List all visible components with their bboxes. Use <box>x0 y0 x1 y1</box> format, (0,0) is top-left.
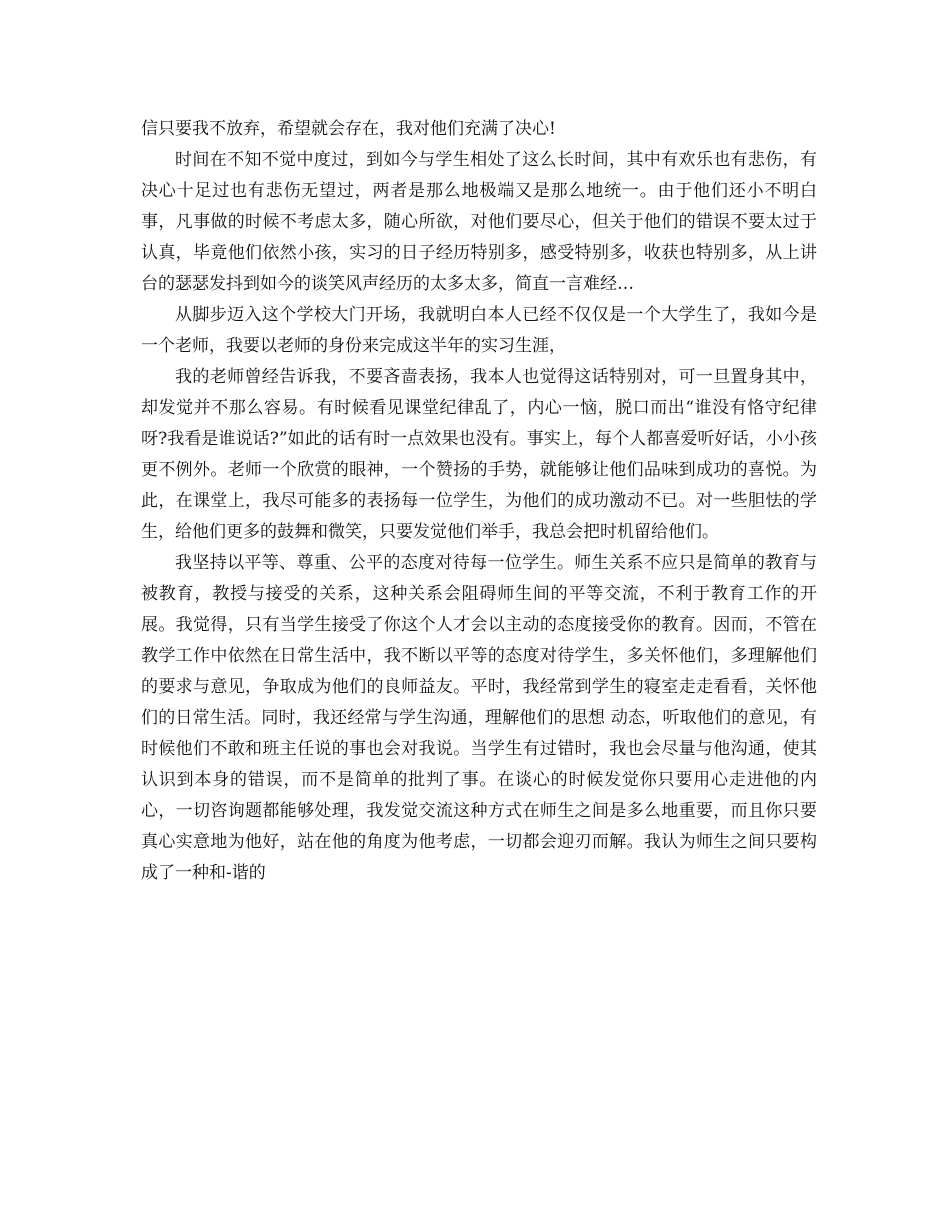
paragraph-praise: 我的老师曾经告诉我，不要吝啬表扬，我本人也觉得这话特别对，可一旦置身其中，却发觉并不那么容易。有时候看见课堂纪律乱了，内心一恼，脱口而出“谁没有恪守纪律呀?我看是谁说话?”如此的话有时一点效果也没有。事实上，每个人都喜爱听好话，小小孩更不例外。老师一个欣赏的眼神，一个赞扬的手势，就能够让他们品味到成功的喜悦。为此，在课堂上，我尽可能多的表扬每一位学生，为他们的成功激动不已。对一些胆怯的学生，给他们更多的鼓舞和微笑，只要发觉他们举手，我总会把时机留给他们。 <box>141 367 817 542</box>
body-text <box>141 114 817 889</box>
paragraph-continuation: 信只要我不放弃，希望就会存在，我对他们充满了决心! <box>141 119 556 139</box>
paragraph-equality: 我坚持以平等、尊重、公平的态度对待每一位学生。师生关系不应只是简单的教育与被教育，教授与接受的关系，这种关系会阻碍师生间的平等交流，不利于教育工作的开展。我觉得，只有当学生接受了你这个人才会以主动的态度接受你的教育。因而，不管在教学工作中依然在日常生活中，我不断以平等的态度对待学生，多关怀他们，多理解他们的要求与意见，争取成为他们的良师益友。平时，我经常到学生的寝室走走看看，关怀他们的日常生活。同时，我还经常与学生沟通，理解他们的思想 动态，听取他们的意见，有时候他们不敢和班主任说的事也会对我说。当学生有过错时，我也会尽量与他沟通，使其认识到本身的错误，而不是简单的批判了事。在谈心的时候发觉你只要用心走进他的内心，一切咨询题都能够处理，我发觉交流这种方式在师生之间是多么地重要，而且你只要真心实意地为他好，站在他的角度为他考虑，一切都会迎刃而解。我认为师生之间只要构成了一种和-谐的 <box>141 553 817 883</box>
paragraph-entering-school: 从脚步迈入这个学校大门开场，我就明白本人已经不仅仅是一个大学生了，我如今是一个老师，我要以老师的身份来完成这半年的实习生涯， <box>141 305 817 356</box>
paragraph-time-passing: 时间在不知不觉中度过，到如今与学生相处了这么长时间，其中有欢乐也有悲伤，有决心十足过也有悲伤无望过，两者是那么地极端又是那么地统一。由于他们还小不明白事，凡事做的时候不考虑太多，随心所欲，对他们要尽心，但关于他们的错误不要太过于认真，毕竟他们依然小孩，实习的日子经历特别多，感受特别多，收获也特别多，从上讲台的瑟瑟发抖到如今的谈笑风声经历的太多太多，简直一言难经… <box>141 150 817 294</box>
